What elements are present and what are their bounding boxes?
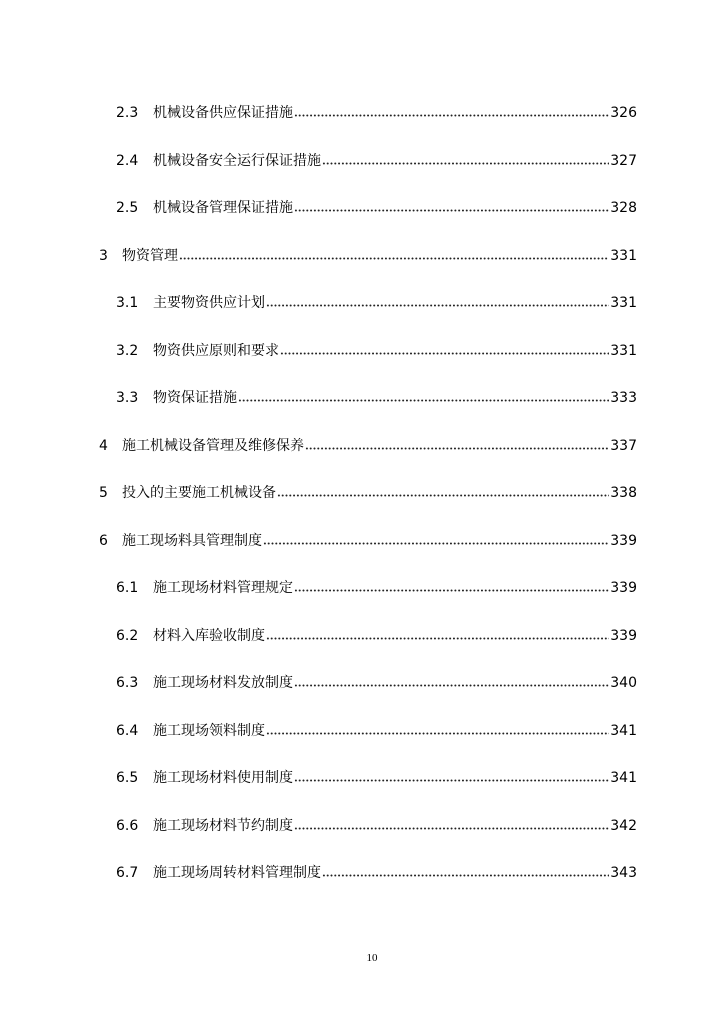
toc-entry-number: 6: [99, 532, 108, 549]
toc-entry-number: 6.5: [116, 770, 139, 786]
dot-leader: [294, 779, 609, 782]
toc-entry: [0, 90, 637, 138]
toc-entry-title: 主要物资供应计划: [153, 295, 265, 311]
toc-entry-page: 340: [610, 675, 637, 691]
toc-entry-title: 机械设备管理保证措施: [153, 200, 293, 216]
dot-leader: [294, 827, 609, 830]
dot-leader: [294, 684, 609, 687]
dot-leader: [280, 352, 609, 355]
toc-entry: [0, 708, 637, 756]
toc-entry-title: 物资保证措施: [153, 390, 237, 406]
toc-entry-page: 341: [610, 722, 637, 739]
toc-entry-page: 331: [610, 295, 637, 311]
toc-entry-number: 2.5: [116, 200, 139, 216]
toc-entry-number: 3: [99, 247, 108, 264]
toc-entry: [0, 423, 637, 471]
toc-entry-number: 2.4: [116, 152, 139, 169]
toc-entry-number: 6.7: [116, 865, 139, 881]
dot-leader: [179, 257, 609, 260]
toc-entry-title: 施工机械设备管理及维修保养: [122, 437, 304, 454]
dot-leader: [294, 209, 609, 212]
toc-entry-number: 5: [99, 485, 108, 501]
toc-entry-title: 材料入库验收制度: [153, 627, 265, 644]
dot-leader: [238, 399, 609, 402]
toc-entry-page: 331: [610, 247, 637, 264]
table-of-contents: [0, 90, 637, 898]
toc-entry: [0, 233, 637, 281]
toc-entry: [0, 375, 637, 423]
toc-entry-page: 341: [610, 770, 637, 786]
toc-entry-title: 施工现场材料使用制度: [153, 770, 293, 786]
toc-entry-title: 施工现场料具管理制度: [122, 532, 262, 549]
toc-entry: [0, 613, 637, 661]
toc-entry-page: 339: [610, 627, 637, 644]
dot-leader: [322, 162, 609, 165]
toc-entry-title: 施工现场材料节约制度: [153, 817, 293, 834]
dot-leader: [266, 304, 609, 307]
toc-entry-number: 3.1: [116, 295, 139, 311]
toc-entry-title: 施工现场材料管理规定: [153, 580, 293, 596]
toc-entry: [0, 328, 637, 376]
toc-entry-page: 338: [610, 485, 637, 501]
toc-entry-number: 3.3: [116, 390, 139, 406]
toc-entry: [0, 138, 637, 186]
toc-entry-page: 326: [610, 105, 637, 121]
toc-entry-page: 339: [610, 580, 637, 596]
toc-entry-title: 机械设备供应保证措施: [153, 105, 293, 121]
toc-entry-title: 物资供应原则和要求: [153, 342, 279, 359]
toc-entry-title: 投入的主要施工机械设备: [122, 485, 276, 501]
dot-leader: [266, 637, 609, 640]
dot-leader: [266, 732, 609, 735]
toc-entry: [0, 518, 637, 566]
toc-entry-number: 6.4: [116, 722, 139, 739]
toc-entry-page: 331: [610, 342, 637, 359]
toc-entry: [0, 660, 637, 708]
toc-entry-title: 机械设备安全运行保证措施: [153, 152, 321, 169]
toc-entry: [0, 755, 637, 803]
toc-entry-page: 339: [610, 532, 637, 549]
toc-entry-number: 6.3: [116, 675, 139, 691]
toc-entry-page: 343: [610, 865, 637, 881]
toc-entry-number: 6.6: [116, 817, 139, 834]
toc-entry-number: 6.2: [116, 627, 139, 644]
toc-entry: [0, 185, 637, 233]
toc-entry: [0, 280, 637, 328]
toc-entry-page: 333: [610, 390, 637, 406]
toc-entry-number: 3.2: [116, 342, 139, 359]
toc-entry-page: 328: [610, 200, 637, 216]
dot-leader: [305, 447, 609, 450]
toc-entry-page: 337: [610, 437, 637, 454]
toc-entry-title: 施工现场周转材料管理制度: [153, 865, 321, 881]
toc-entry-number: 2.3: [116, 105, 139, 121]
toc-entry: [0, 470, 637, 518]
toc-entry-number: 4: [99, 437, 108, 454]
toc-entry-page: 327: [610, 152, 637, 169]
dot-leader: [294, 589, 609, 592]
toc-entry-title: 施工现场领料制度: [153, 722, 265, 739]
dot-leader: [294, 114, 609, 117]
dot-leader: [263, 542, 609, 545]
footer-page-number: 10: [366, 952, 378, 964]
toc-entry-page: 342: [610, 817, 637, 834]
toc-entry: [0, 565, 637, 613]
toc-entry: [0, 803, 637, 851]
toc-entry-title: 施工现场材料发放制度: [153, 675, 293, 691]
dot-leader: [277, 494, 609, 497]
toc-entry: [0, 850, 637, 898]
toc-entry-number: 6.1: [116, 580, 139, 596]
toc-entry-title: 物资管理: [122, 247, 178, 264]
dot-leader: [322, 874, 609, 877]
